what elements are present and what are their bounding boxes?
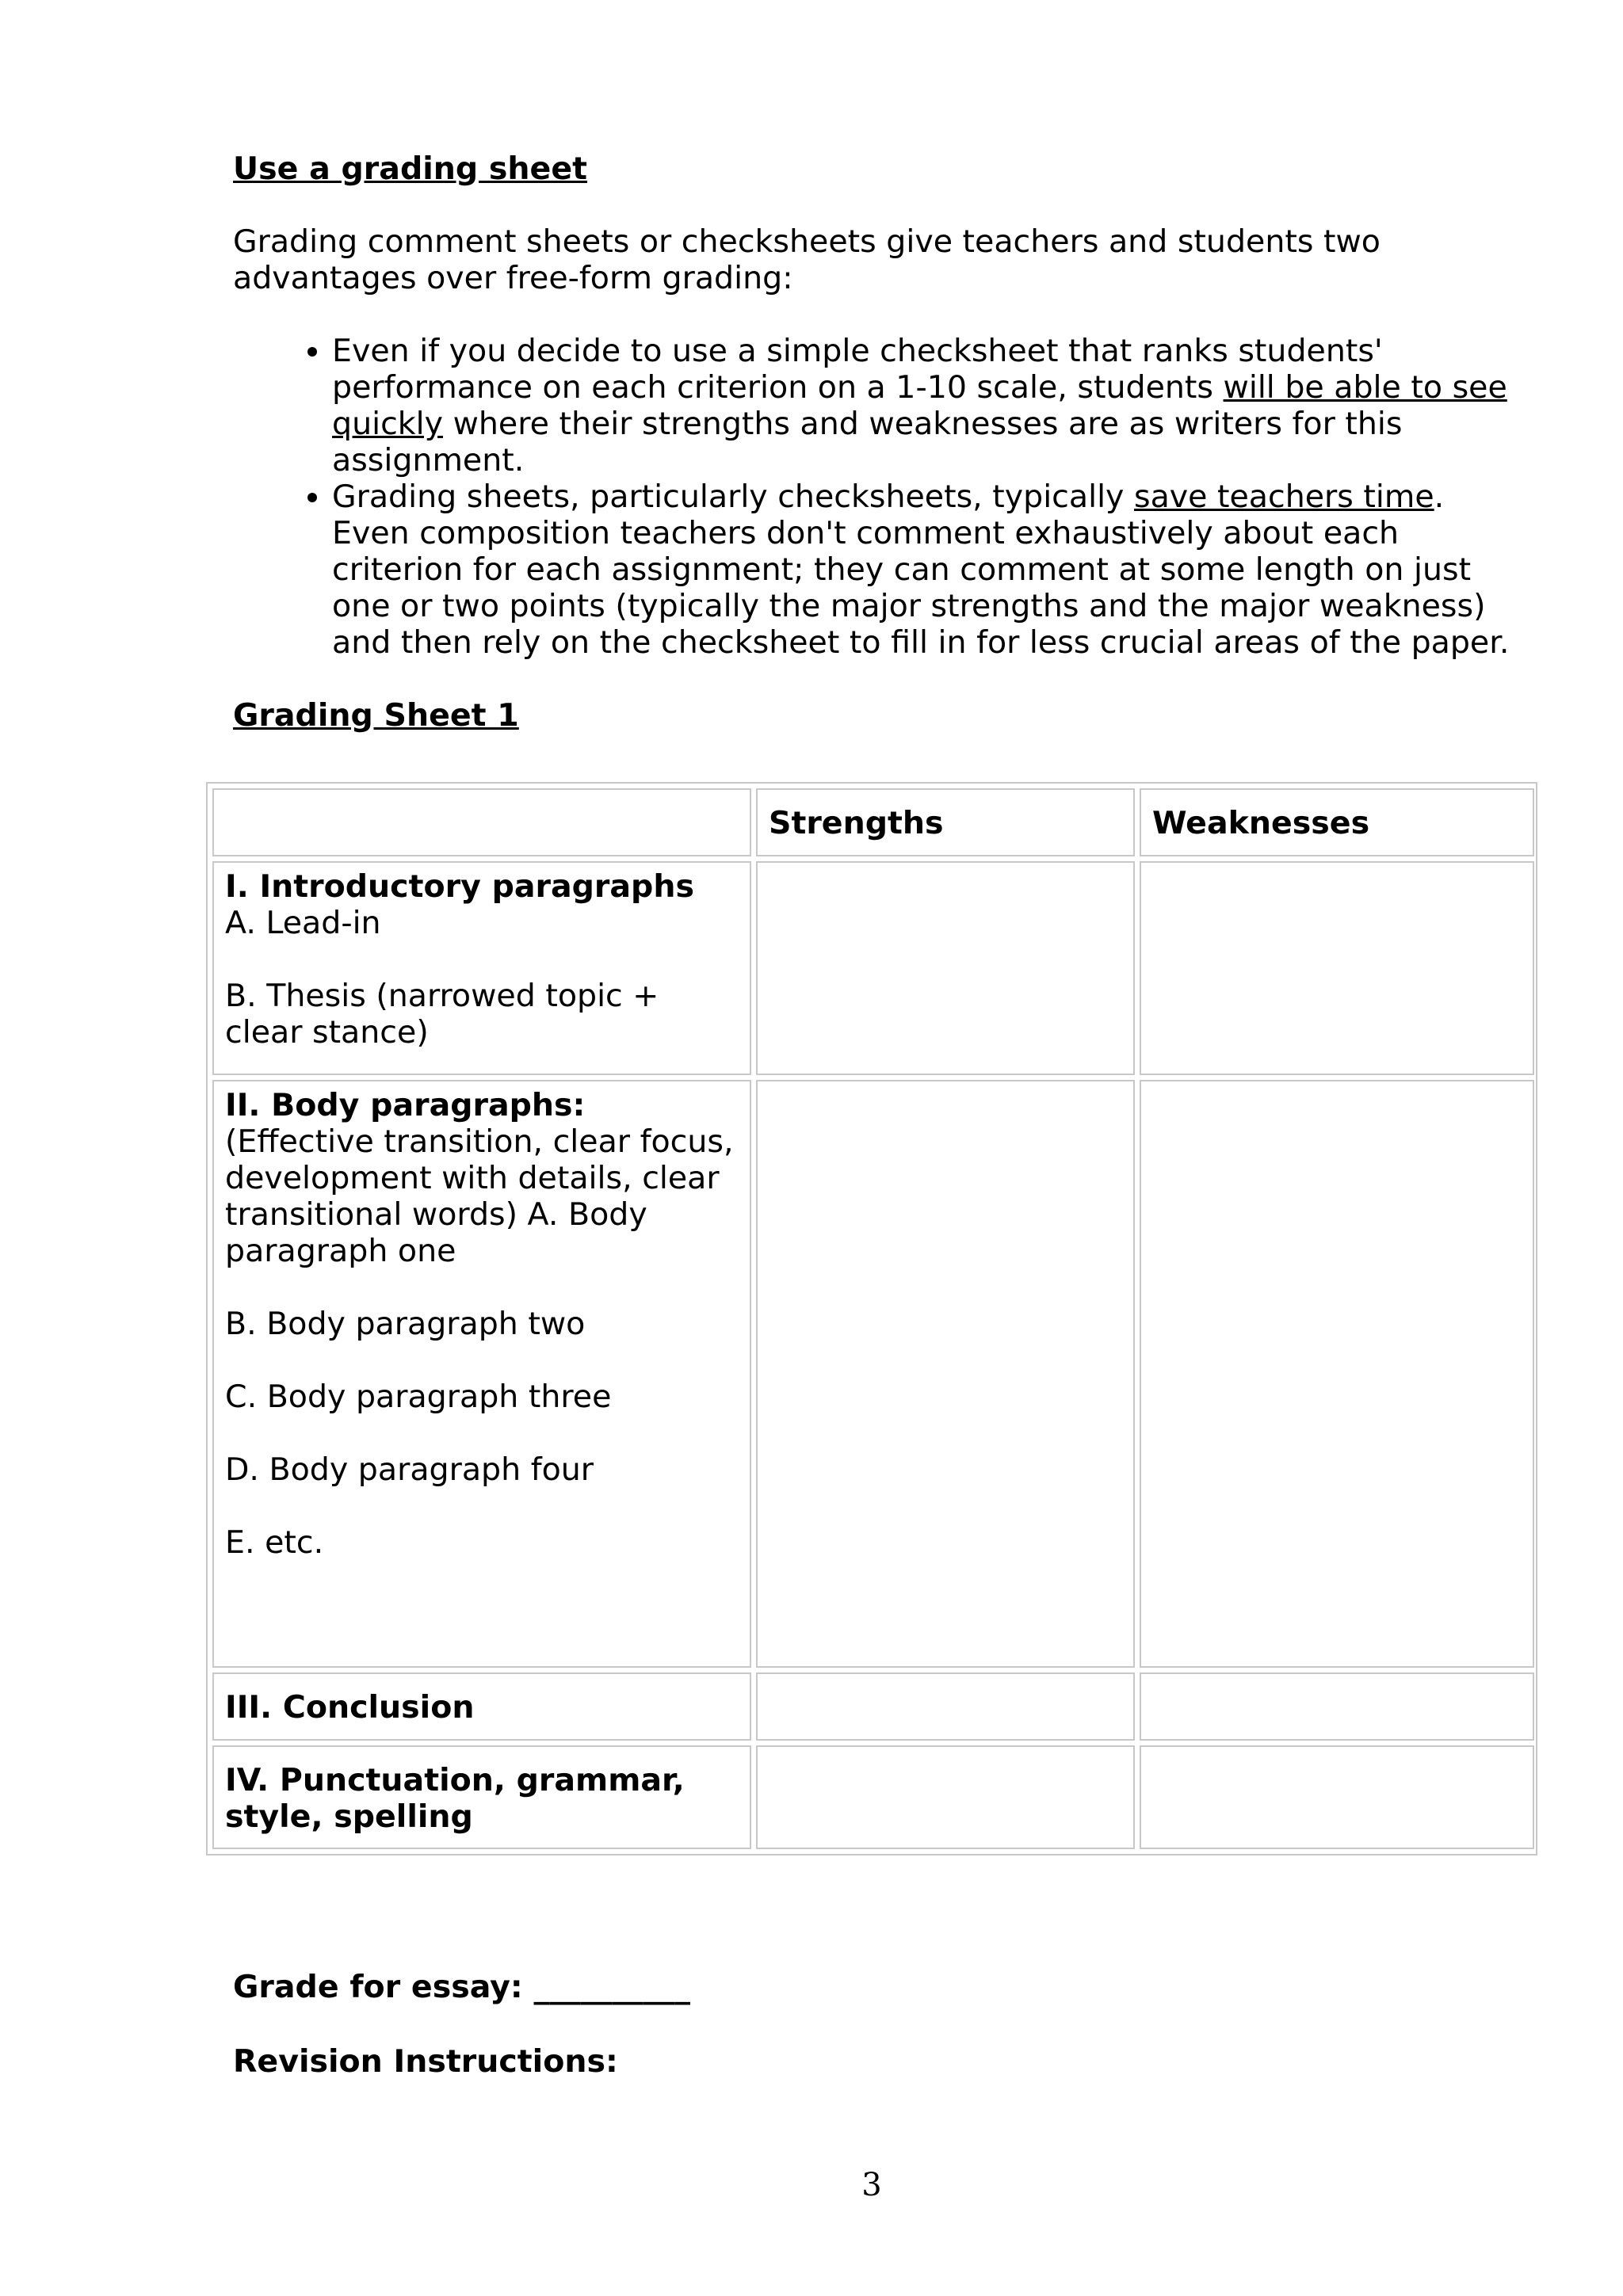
list-item	[332, 333, 1517, 479]
row-mechanics-weaknesses-cell[interactable]	[1140, 1745, 1534, 1849]
page-number: 3	[861, 2167, 882, 2203]
grade-for-essay: Grade for essay: __________	[233, 1969, 690, 2005]
bullet-1-text-end: where their strengths and weaknesses are as writers for this assignment.	[332, 406, 1403, 479]
row-body-item-e: E. etc.	[225, 1524, 324, 1561]
row-body-strengths-cell[interactable]	[756, 1080, 1135, 1668]
bullet-2-text: Grading sheets, particularly checksheets, typically	[332, 479, 1134, 515]
row-intro-title: I. Introductory paragraphs	[225, 868, 694, 905]
row-mechanics-criteria	[212, 1745, 751, 1849]
row-intro-criteria	[212, 861, 751, 1075]
section-heading: Use a grading sheet	[233, 151, 587, 187]
table-header-strengths	[756, 788, 1135, 856]
column-header-strengths: Strengths	[769, 805, 944, 841]
row-conclusion-weaknesses-cell[interactable]	[1140, 1672, 1534, 1741]
list-item	[332, 479, 1517, 661]
row-intro-strengths-cell[interactable]	[756, 861, 1135, 1075]
bullet-1-text: Even if you decide to use a simple checksheet that ranks students' performance on each criterion on a 1-10 scale, students	[332, 333, 1383, 406]
row-mechanics-strengths-cell[interactable]	[756, 1745, 1135, 1849]
row-body-item-b: B. Body paragraph two	[225, 1306, 586, 1342]
row-intro-item-b: B. Thesis (narrowed topic + clear stance)	[225, 978, 659, 1051]
row-conclusion-title: III. Conclusion	[225, 1689, 475, 1726]
row-conclusion-strengths-cell[interactable]	[756, 1672, 1135, 1741]
row-intro-weaknesses-cell[interactable]	[1140, 861, 1534, 1075]
bullet-2-underlined: save teachers time	[1133, 479, 1434, 515]
grading-table	[206, 782, 1537, 1855]
row-intro-item-a: A. Lead-in	[225, 905, 381, 941]
row-conclusion-criteria	[212, 1672, 751, 1741]
intro-paragraph: Grading comment sheets or checksheets give teachers and students two advantages over free-form grading:	[233, 223, 1381, 296]
column-header-weaknesses: Weaknesses	[1152, 805, 1370, 841]
bullet-1-underlined: will be able to see quickly	[332, 369, 1507, 442]
row-body-header	[225, 1087, 739, 1269]
row-body-criteria	[212, 1080, 751, 1668]
revision-instructions: Revision Instructions:	[233, 2043, 618, 2080]
row-body-item-d: D. Body paragraph four	[225, 1451, 594, 1488]
grading-sheet-heading: Grading Sheet 1	[233, 697, 519, 734]
table-header-weaknesses	[1140, 788, 1534, 856]
row-body-title: II. Body paragraphs:	[225, 1087, 586, 1123]
row-body-item-c: C. Body paragraph three	[225, 1379, 612, 1415]
bullet-2-text-end: . Even composition teachers don't comment exhaustively about each criterion for each assignment; they can comment at some length on just one or two points (typically the major strengths and the major weakness) and then rely on the checksheet to fill in for less crucial areas of the paper.	[332, 479, 1510, 661]
main-content	[233, 151, 1517, 734]
row-mechanics-title: IV. Punctuation, grammar, style, spelling	[225, 1762, 685, 1835]
row-body-description: (Effective transition, clear focus, development with details, clear transitional words) A. Body paragraph one	[225, 1123, 734, 1269]
table-header-criteria	[212, 788, 751, 856]
advantages-list	[233, 333, 1517, 661]
row-body-weaknesses-cell[interactable]	[1140, 1080, 1534, 1668]
